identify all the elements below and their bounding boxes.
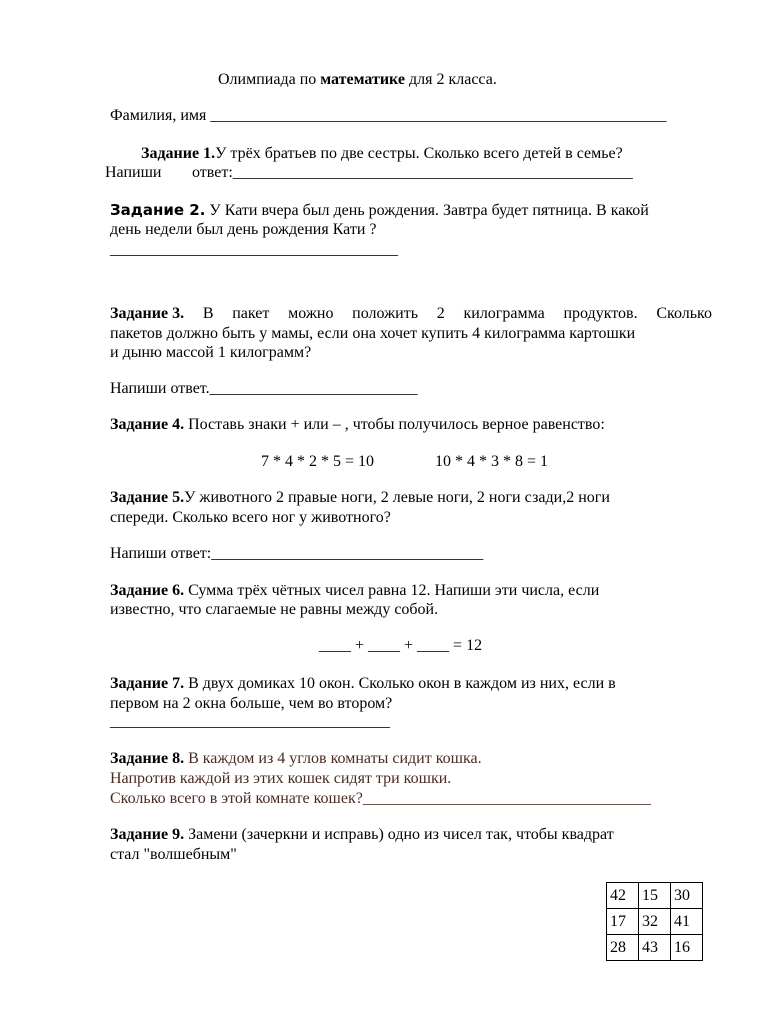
task1-question: Задание 1.У трёх братьев по две сестры. Сколько всего детей в семье? [141,145,623,162]
task4-equation-1: 7 * 4 * 2 * 5 = 10 [261,453,375,470]
task6-equation: ____ + ____ + ____ = 12 [319,637,483,654]
magic-square-cell: 28 [607,935,639,961]
task8-label: Задание 8. [110,750,185,767]
task7-answer-line: ___________________________________ [110,713,390,730]
task2-label: Задание 2. [110,201,206,219]
task2-question-line1: Задание 2. У Кати вчера был день рождения. Завтра будет пятница. В какой [110,201,649,219]
task6-label: Задание 6. [110,582,185,599]
task4-equation-2: 10 * 4 * 3 * 8 = 1 [435,453,549,470]
task7-label: Задание 7. [110,675,185,692]
task4-question: Задание 4. Поставь знаки + или – , чтобы получилось верное равенство: [110,416,605,433]
magic-square-cell: 42 [607,883,639,909]
task6-question-line2: известно, что слагаемые не равны между собой. [110,601,439,618]
magic-square-cell: 43 [639,935,671,961]
task5-question-line1: Задание 5.У животного 2 правые ноги, 2 левые ноги, 2 ноги сзади,2 ноги [110,489,610,506]
task3-question-line3: и дыню массой 1 килограмм? [110,344,312,361]
task2-answer-line: ____________________________________ [110,241,398,258]
task1-answer-label: Напиши [105,164,162,181]
magic-square [606,882,703,961]
task7-question-line2: первом на 2 окна больше, чем во втором? [110,695,393,712]
magic-square-cell: 15 [639,883,671,909]
task5-question-line2: спереди. Сколько всего ног у животного? [110,509,391,526]
name-field-line: Фамилия, имя _________________________________________________________ [110,107,667,124]
magic-square-cell: 16 [671,935,703,961]
task6-question-line1: Задание 6. Сумма трёх чётных чисел равна 12. Напиши эти числа, если [110,582,600,599]
magic-square-cell: 32 [639,909,671,935]
page-title: Олимпиада по математике для 2 класса. [218,71,497,88]
task8-question-line1: Задание 8. В каждом из 4 углов комнаты сидит кошка. [110,750,482,767]
task5-label: Задание 5. [110,489,185,506]
magic-square-cell: 41 [671,909,703,935]
task8-question-line3: Сколько всего в этой комнате кошек?____________________________________ [110,790,651,807]
task9-question-line2: стал "волшебным" [110,846,237,863]
magic-square-row [607,909,703,935]
task8-question-line2: Напротив каждой из этих кошек сидят три кошки. [110,770,452,787]
magic-square-cell: 17 [607,909,639,935]
task7-question-line1: Задание 7. В двух домиках 10 окон. Сколько окон в каждом из них, если в [110,675,616,692]
magic-square-row [607,935,703,961]
task3-label: Задание 3. [110,305,185,322]
task3-question-line2: пакетов должно быть у мамы, если она хочет купить 4 килограмма картошки [110,325,636,342]
task3-answer-line: Напиши ответ.__________________________ [110,380,418,397]
magic-square-cell: 30 [671,883,703,909]
task1-label: Задание 1. [141,145,216,162]
task3-question-line1: Задание 3. В пакет можно положить 2 килограмма продуктов. Сколько [110,305,712,322]
task9-label: Задание 9. [110,826,185,843]
task4-label: Задание 4. [110,416,185,433]
task5-answer-line: Напиши ответ:__________________________________ [110,545,484,562]
task1-answer-line: ответ:__________________________________________________ [192,164,633,181]
task2-question-line2: день недели был день рождения Кати ? [110,221,377,238]
magic-square-row [607,883,703,909]
task9-question-line1: Задание 9. Замени (зачеркни и исправь) одно из чисел так, чтобы квадрат [110,826,614,843]
